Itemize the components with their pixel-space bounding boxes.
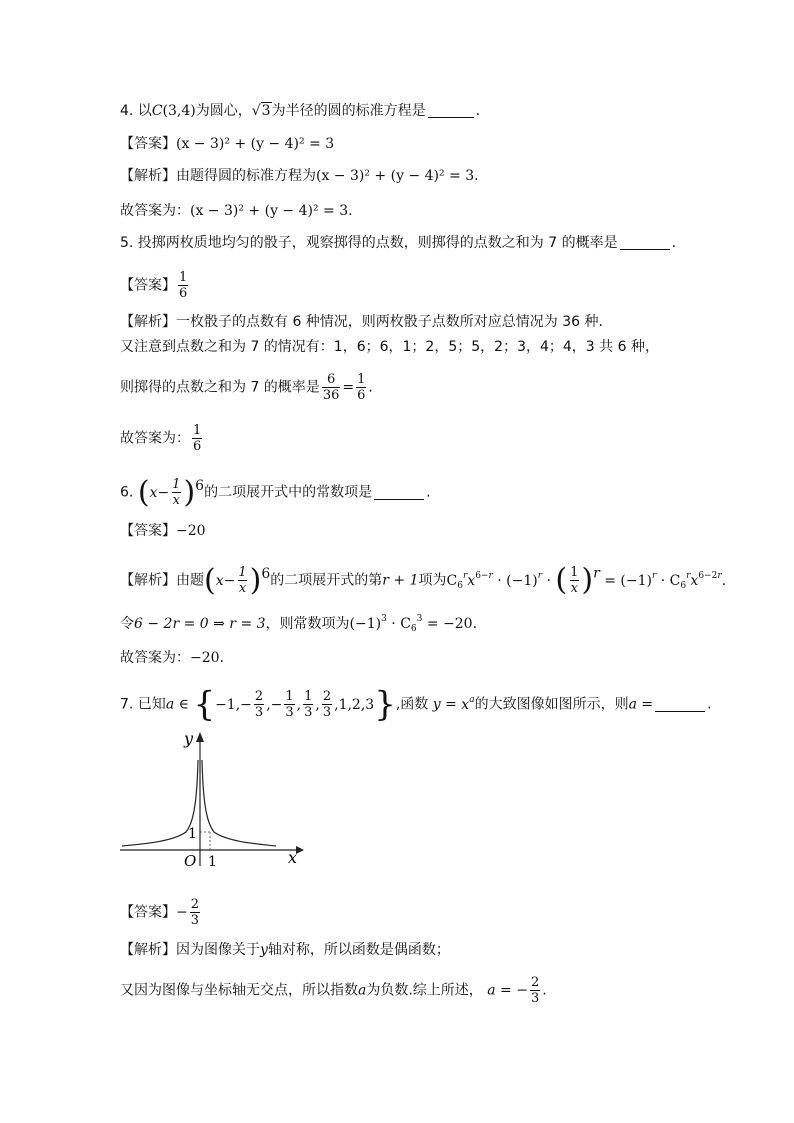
graph-origin: O — [184, 852, 197, 870]
q6-question: 6. (x− $\frac{1}{x}$ )$^6$的二项展开式中的常数项是 . — [120, 474, 431, 510]
q6-answer-value: −20 — [176, 523, 206, 539]
q5-answer — [120, 270, 190, 301]
q6-answer — [120, 521, 206, 541]
final-label: 故答案为： — [120, 430, 190, 447]
analysis-label: 【解析】 — [120, 572, 176, 589]
q7-mid: 函数 — [400, 696, 429, 713]
q6-analysis-expr: (x− $\frac{1}{x}$ )$^6$ — [204, 562, 271, 598]
q7-prefix: 7. 已知 — [120, 696, 166, 713]
q6-analysis-mid2: 项为 — [418, 572, 447, 589]
q4-blank — [428, 103, 474, 118]
q6-line2-pre: 令 — [120, 616, 134, 632]
q4-radius: √3 — [251, 103, 271, 119]
analysis-label: 【解析】 — [120, 314, 176, 330]
graph-one-x: 1 — [208, 854, 217, 870]
q5-analysis-2 — [120, 337, 659, 357]
q7-analysis-line1b: 轴对称，所以函数是偶函数； — [267, 942, 450, 958]
q7-analysis-line1: 因为图像关于 — [176, 942, 260, 958]
q6-final — [120, 648, 224, 668]
q7-analysis-line2b: 为负数.综上所述， — [366, 982, 483, 999]
q4-answer-value: (x − 3)² + (y − 4)² = 3 — [176, 136, 335, 152]
final-label: 故答案为： — [120, 203, 190, 219]
q4-final — [120, 201, 353, 221]
q5-frac-1-6: $\frac{1}{6}$ — [357, 372, 366, 403]
q5-analysis-line1: 一枚骰子的点数有 6 种情况，则两枚骰子点数所对应总情况为 36 种. — [176, 314, 603, 330]
q4-answer — [120, 134, 334, 154]
q5-analysis-line2: 又注意到点数之和为 7 的情况有：1，6；6，1；2，5；5，2；3，4；4，3 共 6 种， — [120, 339, 659, 355]
q4-analysis — [120, 166, 479, 186]
q6-suffix: 的二项展开式中的常数项是 — [204, 484, 373, 501]
q6-analysis-2: 令6 − 2r = 0 ⇒ r = 3，则常数项为$(-1)^3 \cdot C_6^3 = -20$. — [120, 614, 478, 634]
q7-answer-fraction: $\frac{2}{3}$ — [190, 897, 200, 928]
q5-final — [120, 423, 204, 454]
graph-y-label: y — [184, 730, 194, 748]
final-label: 故答案为： — [120, 650, 190, 666]
q6-analysis-1: 【解析】由题(x− $\frac{1}{x}$ )$^6$的二项展开式的第r + 1项为$C_6^rx^{6-r} \cdot (-1)^r$ · ( $\frac{1}{x}$ )$^r = (-1)^r \cdot C_6^rx^{6-2r}$. — [120, 562, 727, 598]
q6-final-value: −20. — [190, 650, 224, 666]
q7-analysis-2: 又因为图像与坐标轴无交点，所以指数a为负数.综上所述， a = − $\frac{2}{3}$ . — [120, 975, 547, 1006]
answer-label: 【答案】 — [120, 136, 176, 152]
q4-final-eq: (x − 3)² + (y − 4)² = 3. — [190, 203, 353, 219]
q5-analysis-3: 则掷得的点数之和为 7 的概率是 $\frac{6}{36}$ = $\frac{1}{6}$ . — [120, 372, 373, 403]
q5-frac-6-36: $\frac{6}{36}$ — [322, 372, 340, 403]
q7-analysis-line2: 又因为图像与坐标轴无交点，所以指数 — [120, 982, 358, 999]
q7-final-fraction: $\frac{2}{3}$ — [530, 975, 540, 1006]
q6-prefix: 6. — [120, 484, 134, 501]
q5-final-fraction: $\frac{1}{6}$ — [193, 423, 202, 454]
q7-question: 7. 已知a ∈ {−1,− $\frac{2}{3}$ ,− $\frac{1}{3}$ , $\frac{1}{3}$ , $\frac{2}{3}$ ,1,2,3},函数 $y = x^a$的大致图像如图所示，则a = . — [120, 684, 712, 725]
q4-analysis-text: 由题得圆的标准方程为 — [176, 168, 316, 184]
q4-suffix: 为半径的圆的标准方程是 — [271, 103, 426, 119]
q6-term-index: r + 1 — [382, 572, 419, 589]
answer-label: 【答案】 — [120, 277, 176, 294]
q6-term-formula: $C_6^rx^{6-r} \cdot (-1)^r$ · — [446, 570, 556, 591]
q4-center: C — [151, 103, 163, 119]
q5-analysis-line3: 则掷得的点数之和为 7 的概率是 — [120, 379, 320, 396]
q4-center-coords: (3,4) — [162, 103, 196, 119]
q6-line2-mid: ，则常数项为 — [265, 616, 350, 632]
q5-analysis-1 — [120, 312, 603, 332]
analysis-label: 【解析】 — [120, 942, 176, 958]
q6-line2-eq: 6 − 2r = 0 ⇒ r = 3 — [134, 616, 266, 632]
q7-answer: 【答案】− $\frac{2}{3}$ — [120, 897, 200, 928]
answer-label: 【答案】 — [120, 904, 176, 921]
graph-one-y: 1 — [188, 826, 197, 842]
q6-const-term: $(-1)^3 \cdot C_6^3$ — [349, 614, 423, 634]
q5-question-text: 5. 投掷两枚质地均匀的骰子，观察掷得的点数，则掷得的点数之和为 7 的概率是 — [120, 235, 618, 251]
q6-expression: (x− $\frac{1}{x}$ )$^6$ — [137, 474, 205, 510]
q4-question: 4. 以C(3,4)为圆心，√3为半径的圆的标准方程是 . — [120, 103, 481, 119]
q6-analysis-pre: 由题 — [176, 572, 204, 589]
q7-set: −1,− $\frac{2}{3}$ ,− $\frac{1}{3}$ , $\frac{1}{3}$ , $\frac{2}{3}$ ,1,2,3 — [215, 689, 375, 720]
q7-blank — [655, 697, 705, 712]
q6-line2-eq2: = −20 — [426, 616, 473, 632]
q7-suffix: 的大致图像如图所示，则 — [474, 696, 629, 713]
q4-analysis-eq: (x − 3)² + (y − 4)² = 3. — [316, 168, 479, 184]
answer-label: 【答案】 — [120, 523, 176, 539]
q5-question: 5. 投掷两枚质地均匀的骰子，观察掷得的点数，则掷得的点数之和为 7 的概率是 . — [120, 235, 677, 251]
graph-x-label: x — [288, 848, 298, 867]
q5-blank — [620, 235, 670, 250]
q6-analysis-mid: 的二项展开式的第 — [270, 572, 383, 589]
q4-prefix: 4. 以 — [120, 103, 152, 119]
analysis-label: 【解析】 — [120, 168, 176, 184]
q6-blank — [374, 485, 424, 500]
q7-analysis-1: 【解析】因为图像关于y轴对称，所以函数是偶函数； — [120, 942, 450, 958]
q7-function-graph — [118, 730, 308, 870]
q4-mid: 为圆心， — [195, 103, 252, 119]
q5-answer-fraction: $\frac{1}{6}$ — [179, 270, 188, 301]
